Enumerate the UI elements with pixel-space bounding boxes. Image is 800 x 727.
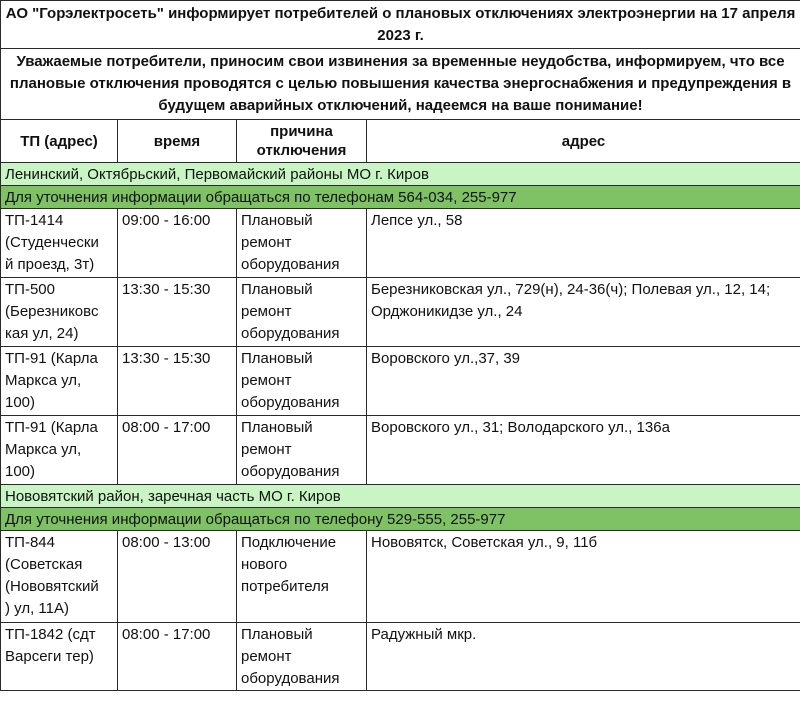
phone-label: Для уточнения информации обращаться по телефонам 564-034, 255-977 (1, 186, 800, 209)
table-row (1, 278, 800, 347)
tp-cell: ТП-1414 (Студенчески й проезд, 3т) (1, 209, 118, 278)
tp-cell: ТП-500 (Березниковс кая ул, 24) (1, 278, 118, 347)
phone-label: Для уточнения информации обращаться по телефону 529-555, 255-977 (1, 508, 800, 531)
reason-cell: Плановый ремонт оборудования (237, 416, 367, 485)
notice-title: АО "Горэлектросеть" информирует потребителей о плановых отключениях электроэнергии на 17 апреля 2023 г. (1, 1, 800, 49)
apology-text: Уважаемые потребители, приносим свои извинения за временные неудобства, информируем, что все плановые отключения проводятся с целью повышения качества энергоснабжения и предупреждения в будущем аварийных отключений, надеемся на ваше понимание! (1, 49, 800, 120)
address-cell: Воровского ул., 31; Володарского ул., 136а (367, 416, 800, 485)
tp-cell: ТП-1842 (сдт Варсеги тер) (1, 623, 118, 691)
time-cell: 09:00 - 16:00 (118, 209, 237, 278)
table-row (1, 209, 800, 278)
table-row (1, 416, 800, 485)
header-reason: причина отключения (237, 120, 367, 163)
address-cell: Нововятск, Советская ул., 9, 11б (367, 531, 800, 623)
district-label: Нововятский район, заречная часть МО г. Киров (1, 485, 800, 508)
reason-cell: Плановый ремонт оборудования (237, 209, 367, 278)
table-row (1, 531, 800, 623)
reason-cell: Плановый ремонт оборудования (237, 347, 367, 416)
header-tp: ТП (адрес) (1, 120, 118, 163)
time-cell: 13:30 - 15:30 (118, 347, 237, 416)
tp-cell: ТП-91 (Карла Маркса ул, 100) (1, 416, 118, 485)
reason-cell: Плановый ремонт оборудования (237, 623, 367, 691)
header-row (1, 120, 800, 163)
reason-cell: Плановый ремонт оборудования (237, 278, 367, 347)
district-row (1, 485, 800, 508)
tp-cell: ТП-844 (Советская (Нововятский ) ул, 11А) (1, 531, 118, 623)
table-row (1, 347, 800, 416)
phone-row (1, 508, 800, 531)
address-cell: Воровского ул.,37, 39 (367, 347, 800, 416)
time-cell: 08:00 - 17:00 (118, 623, 237, 691)
district-row (1, 163, 800, 186)
title-row (1, 1, 800, 49)
address-cell: Радужный мкр. (367, 623, 800, 691)
tp-cell: ТП-91 (Карла Маркса ул, 100) (1, 347, 118, 416)
table-row (1, 623, 800, 691)
time-cell: 13:30 - 15:30 (118, 278, 237, 347)
apology-row (1, 49, 800, 120)
header-address: адрес (367, 120, 800, 163)
header-time: время (118, 120, 237, 163)
phone-row (1, 186, 800, 209)
district-label: Ленинский, Октябрьский, Первомайский районы МО г. Киров (1, 163, 800, 186)
address-cell: Лепсе ул., 58 (367, 209, 800, 278)
reason-cell: Подключение нового потребителя (237, 531, 367, 623)
address-cell: Березниковская ул., 729(н), 24-36(ч); Полевая ул., 12, 14; Орджоникидзе ул., 24 (367, 278, 800, 347)
time-cell: 08:00 - 17:00 (118, 416, 237, 485)
time-cell: 08:00 - 13:00 (118, 531, 237, 623)
